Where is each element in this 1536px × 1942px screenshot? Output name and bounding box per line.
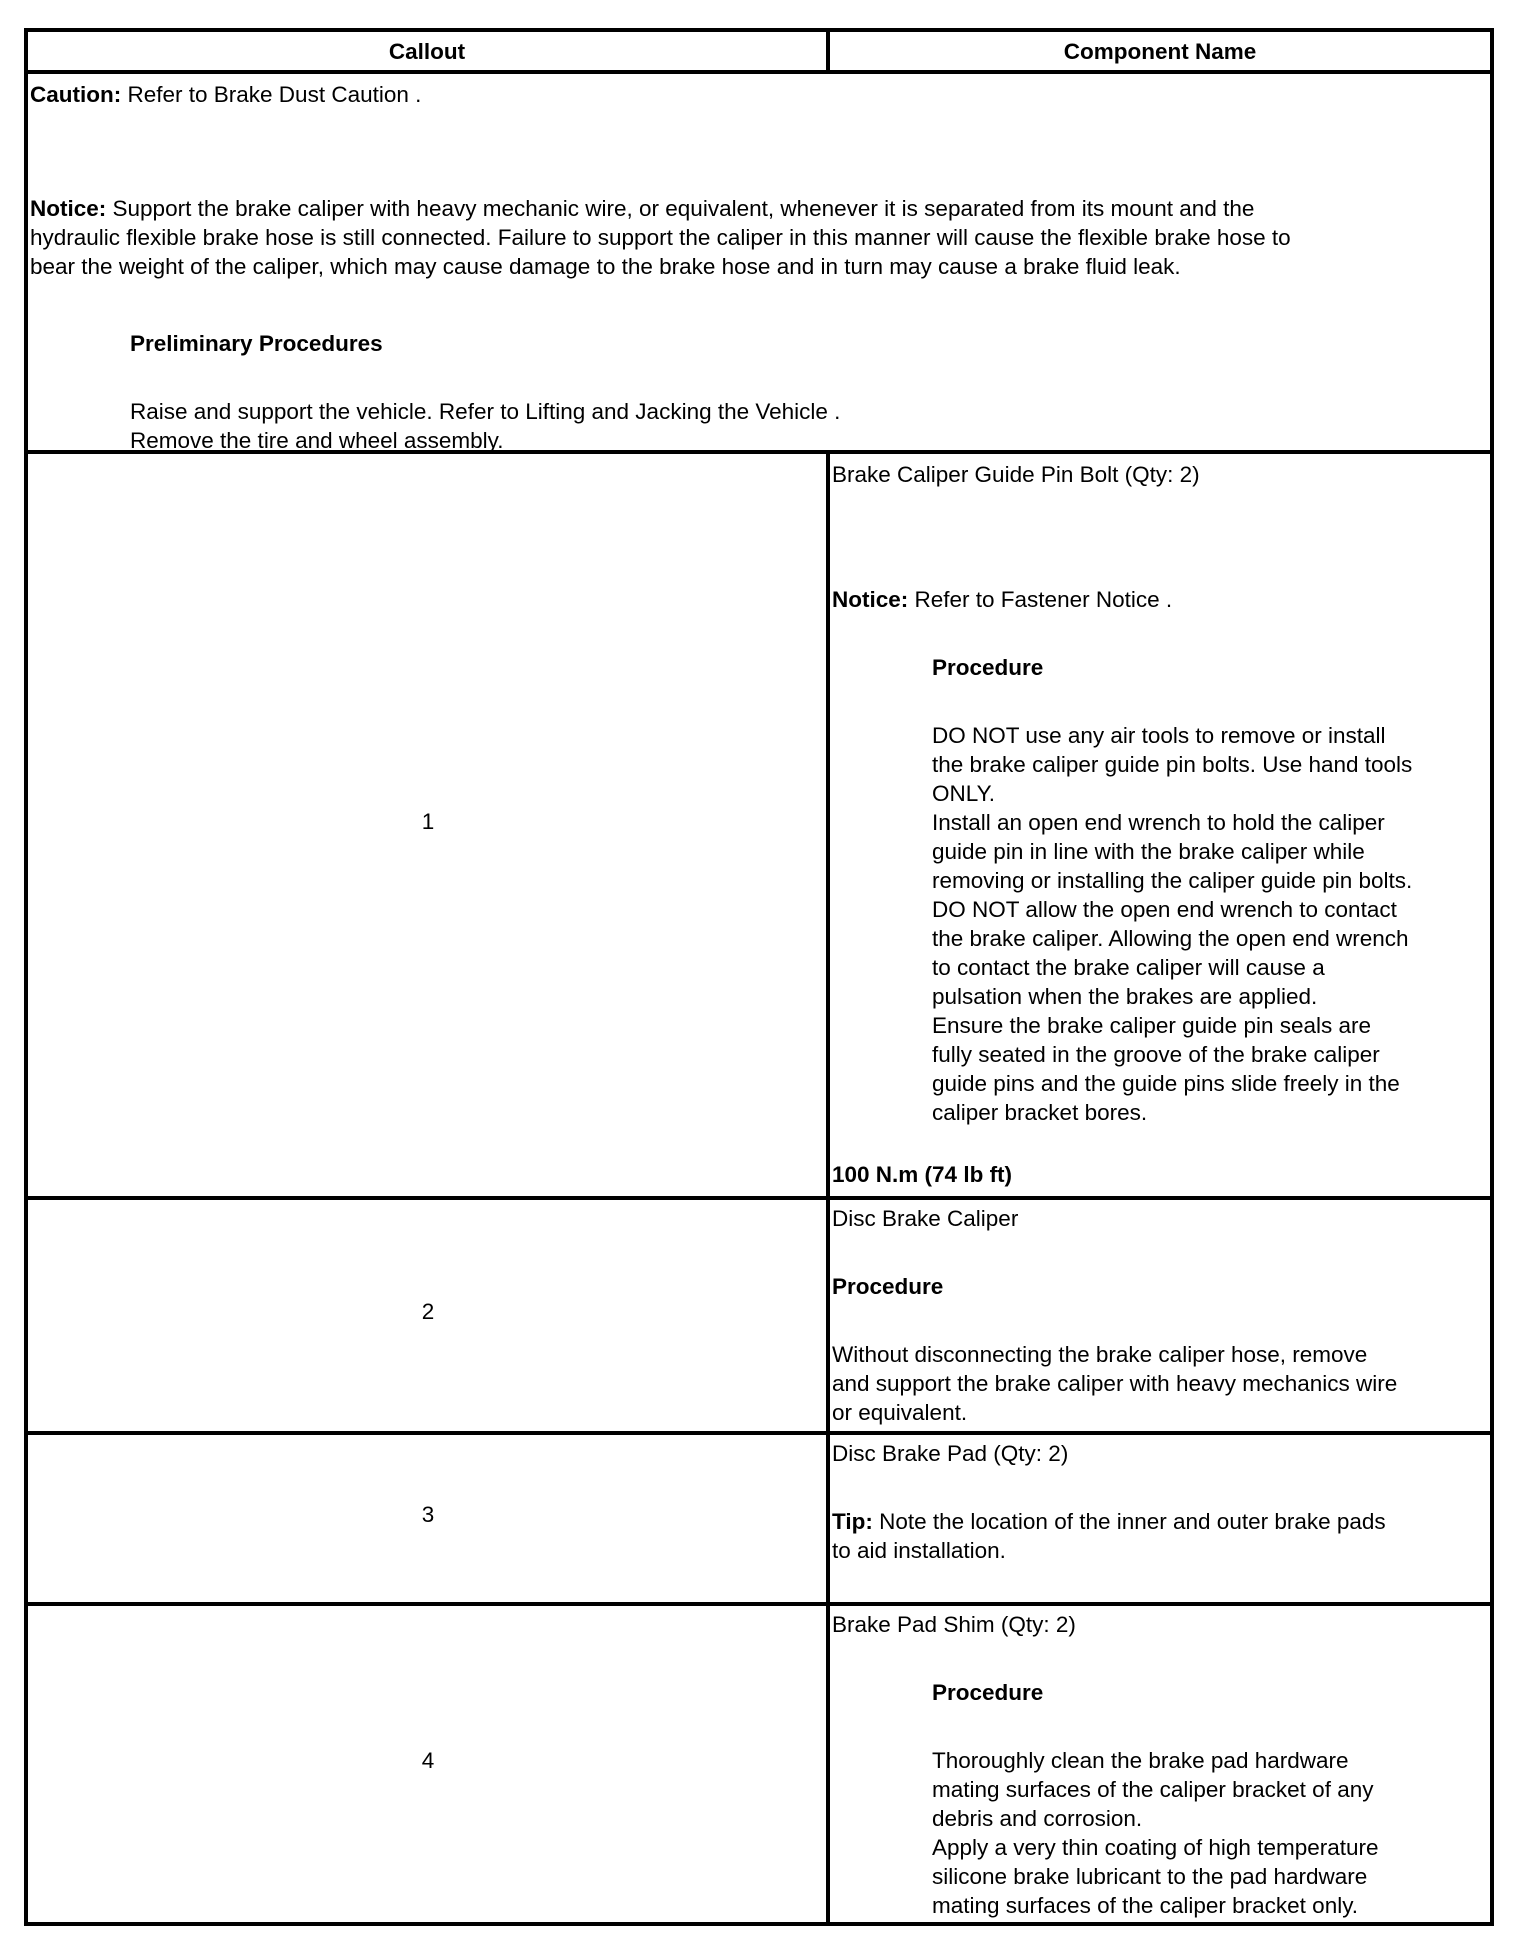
row2-procedure-steps [832, 1340, 1397, 1427]
callout-number: 4 [421, 1748, 435, 1773]
procedure-line: to contact the brake caliper will cause a [932, 955, 1325, 980]
procedure-line: mating surfaces of the caliper bracket only. [932, 1893, 1359, 1918]
notice-line: bear the weight of the caliper, which may cause damage to the brake hose and in turn may cause a brake fluid leak. [30, 254, 1181, 279]
header-callout: Callout [388, 39, 466, 64]
preliminary-heading: Preliminary Procedures [130, 331, 383, 356]
procedure-line: removing or installing the caliper guide pin bolts. [932, 868, 1413, 893]
procedure-line: fully seated in the groove of the brake caliper [932, 1042, 1380, 1067]
procedure-line: the brake caliper. Allowing the open end wrench [932, 926, 1409, 951]
caution-label: Caution: [30, 82, 122, 107]
procedure-line: DO NOT allow the open end wrench to contact [932, 897, 1397, 922]
component-name: Disc Brake Caliper [832, 1206, 1019, 1231]
row3-divider [28, 1602, 1490, 1606]
procedure-line: Without disconnecting the brake caliper hose, remove [832, 1342, 1368, 1367]
component-name: Brake Pad Shim (Qty: 2) [832, 1612, 1076, 1637]
component-name: Brake Caliper Guide Pin Bolt (Qty: 2) [832, 462, 1200, 487]
notice-label: Notice: [30, 196, 107, 221]
procedure-heading: Procedure [932, 1680, 1044, 1705]
callout-number: 1 [421, 809, 435, 834]
notice-line: Support the brake caliper with heavy mechanic wire, or equivalent, whenever it is separated from its mount and the [106, 196, 1255, 221]
notice-label: Notice: [832, 587, 909, 612]
tip-label: Tip: [832, 1509, 873, 1534]
procedure-line: Install an open end wrench to hold the caliper [932, 810, 1385, 835]
procedure-line: ONLY. [932, 781, 995, 806]
row4-procedure-steps [932, 1746, 1379, 1920]
notice-text: Refer to Fastener Notice . [908, 587, 1173, 612]
procedure-line: Apply a very thin coating of high temperature [932, 1835, 1379, 1860]
notice-block [30, 194, 1291, 281]
caution-text: Refer to Brake Dust Caution . [121, 82, 422, 107]
procedure-line: debris and corrosion. [932, 1806, 1143, 1831]
procedure-line: guide pins and the guide pins slide freely in the [932, 1071, 1400, 1096]
row2-divider [28, 1431, 1490, 1435]
caution-line [30, 80, 421, 109]
procedure-heading: Procedure [932, 655, 1044, 680]
tip-line: Note the location of the inner and outer brake pads [872, 1509, 1386, 1534]
row1-procedure-steps [932, 721, 1412, 1127]
header-component-name: Component Name [1063, 39, 1257, 64]
procedure-line: or equivalent. [832, 1400, 968, 1425]
notice-line: hydraulic flexible brake hose is still connected. Failure to support the caliper in this manner will cause the flexible brake hose to [30, 225, 1291, 250]
component-name: Disc Brake Pad (Qty: 2) [832, 1441, 1069, 1466]
tip-line: to aid installation. [832, 1538, 1006, 1563]
row1-divider [28, 1196, 1490, 1200]
procedure-line: mating surfaces of the caliper bracket of any [932, 1777, 1374, 1802]
row3-tip [832, 1507, 1386, 1565]
procedure-line: silicone brake lubricant to the pad hardware [932, 1864, 1368, 1889]
row1-notice [832, 585, 1172, 614]
procedure-line: and support the brake caliper with heavy mechanics wire [832, 1371, 1398, 1396]
procedure-line: DO NOT use any air tools to remove or install [932, 723, 1386, 748]
procedure-line: guide pin in line with the brake caliper while [932, 839, 1365, 864]
header-divider [28, 70, 1490, 74]
procedure-heading: Procedure [832, 1274, 944, 1299]
callout-number: 3 [421, 1502, 435, 1527]
preliminary-steps [130, 397, 840, 455]
procedure-line: pulsation when the brakes are applied. [932, 984, 1318, 1009]
procedure-line: caliper bracket bores. [932, 1100, 1148, 1125]
column-divider-body [826, 450, 830, 1922]
procedure-line: Ensure the brake caliper guide pin seals are [932, 1013, 1372, 1038]
callout-number: 2 [421, 1299, 435, 1324]
preliminary-step: Raise and support the vehicle. Refer to Lifting and Jacking the Vehicle . [130, 399, 841, 424]
service-procedure-table [24, 28, 1494, 1926]
preliminary-step: Remove the tire and wheel assembly. [130, 428, 504, 453]
procedure-line: Thoroughly clean the brake pad hardware [932, 1748, 1349, 1773]
torque-spec: 100 N.m (74 lb ft) [832, 1162, 1013, 1187]
procedure-line: the brake caliper guide pin bolts. Use hand tools [932, 752, 1413, 777]
